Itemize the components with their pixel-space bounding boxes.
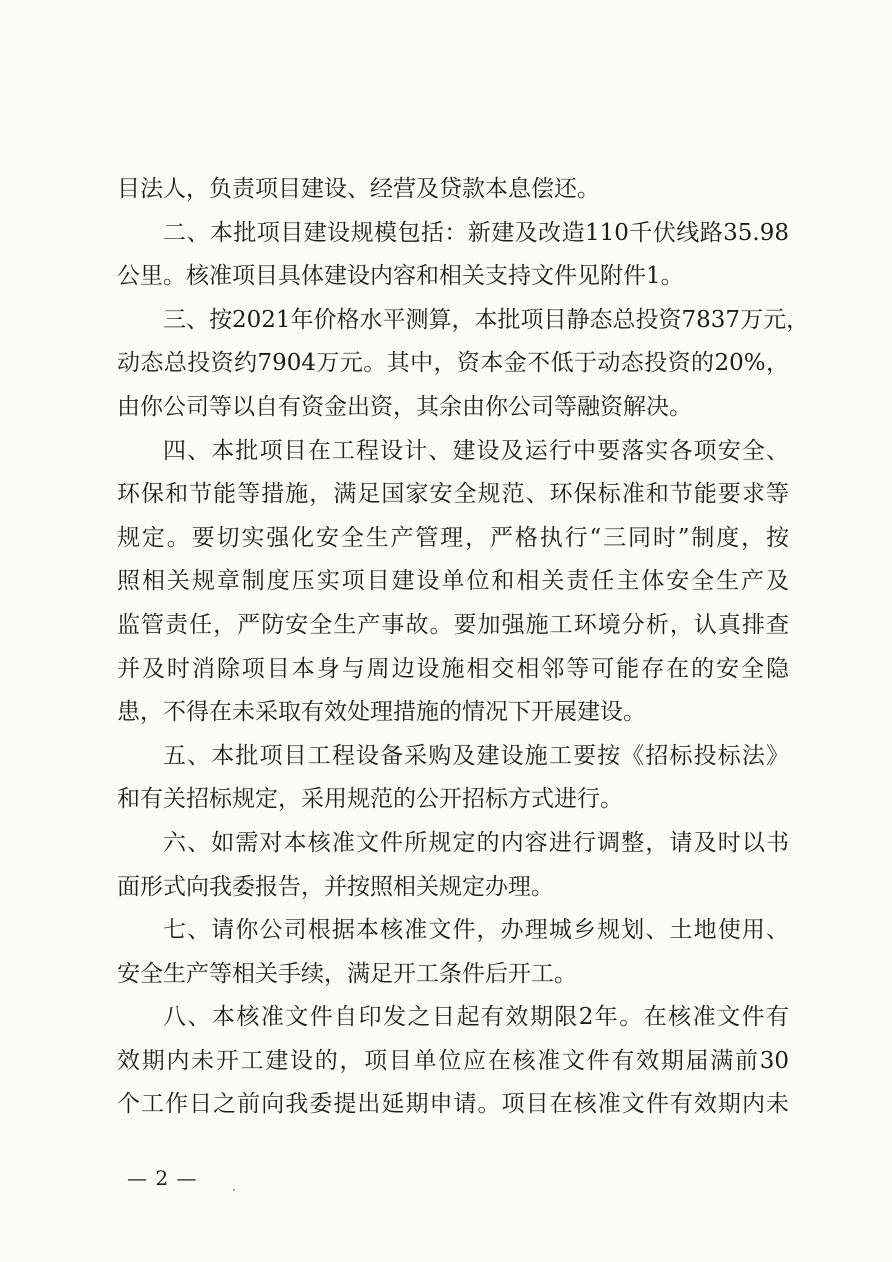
paragraph-line: 七、请你公司根据本核准文件，办理城乡规划、土地使用、 — [163, 917, 789, 944]
paragraph-line: 二、本批项目建设规模包括：新建及改造110千伏线路35.98 — [163, 219, 789, 246]
paragraph-line: 八、本核准文件自印发之日起有效期限2年。在核准文件有 — [163, 1004, 789, 1031]
paragraph-line: 环保和节能等措施，满足国家安全规范、环保标准和节能要求等 — [117, 481, 789, 508]
paragraph-line: 效期内未开工建设的，项目单位应在核准文件有效期届满前30 — [117, 1047, 789, 1074]
paragraph-line: 规定。要切实强化安全生产管理，严格执行“三同时”制度，按 — [117, 524, 789, 551]
paragraph-line: 六、如需对本核准文件所规定的内容进行调整，请及时以书 — [163, 829, 789, 856]
paragraph-line: 三、按2021年价格水平测算，本批项目静态总投资7837万元， — [163, 306, 810, 333]
paragraph-line: 监管责任，严防安全生产事故。要加强施工环境分析，认真排查 — [117, 611, 789, 638]
paragraph-line: 面形式向我委报告，并按照相关规定办理。 — [117, 873, 554, 900]
scan-speck — [233, 1189, 235, 1191]
page-number: — 2 — — [127, 1166, 198, 1190]
paragraph-line: 公里。核准项目具体建设内容和相关支持文件见附件1。 — [117, 263, 684, 290]
paragraph-line: 五、本批项目工程设备采购及建设施工要按《招标投标法》 — [163, 742, 789, 769]
paragraph-line: 目法人，负责项目建设、经营及贷款本息偿还。 — [117, 176, 600, 202]
paragraph-line: 动态总投资约7904万元。其中，资本金不低于动态投资的20%， — [117, 350, 789, 377]
paragraph-line: 照相关规章制度压实项目建设单位和相关责任主体安全生产及 — [117, 568, 789, 595]
paragraph-line: 由你公司等以自有资金出资，其余由你公司等融资解决。 — [117, 393, 692, 420]
body-text — [117, 168, 810, 1127]
paragraph-line: 患，不得在未采取有效处理措施的情况下开展建设。 — [117, 699, 646, 726]
paragraph-line: 和有关招标规定，采用规范的公开招标方式进行。 — [117, 786, 623, 813]
paragraph-line: 四、本批项目在工程设计、建设及运行中要落实各项安全、 — [163, 437, 789, 464]
paragraph-line: 安全生产等相关手续，满足开工条件后开工。 — [117, 960, 577, 987]
paragraph-line: 并及时消除项目本身与周边设施相交相邻等可能存在的安全隐 — [117, 655, 789, 682]
paragraph-line: 个工作日之前向我委提出延期申请。项目在核准文件有效期内未 — [117, 1091, 789, 1118]
